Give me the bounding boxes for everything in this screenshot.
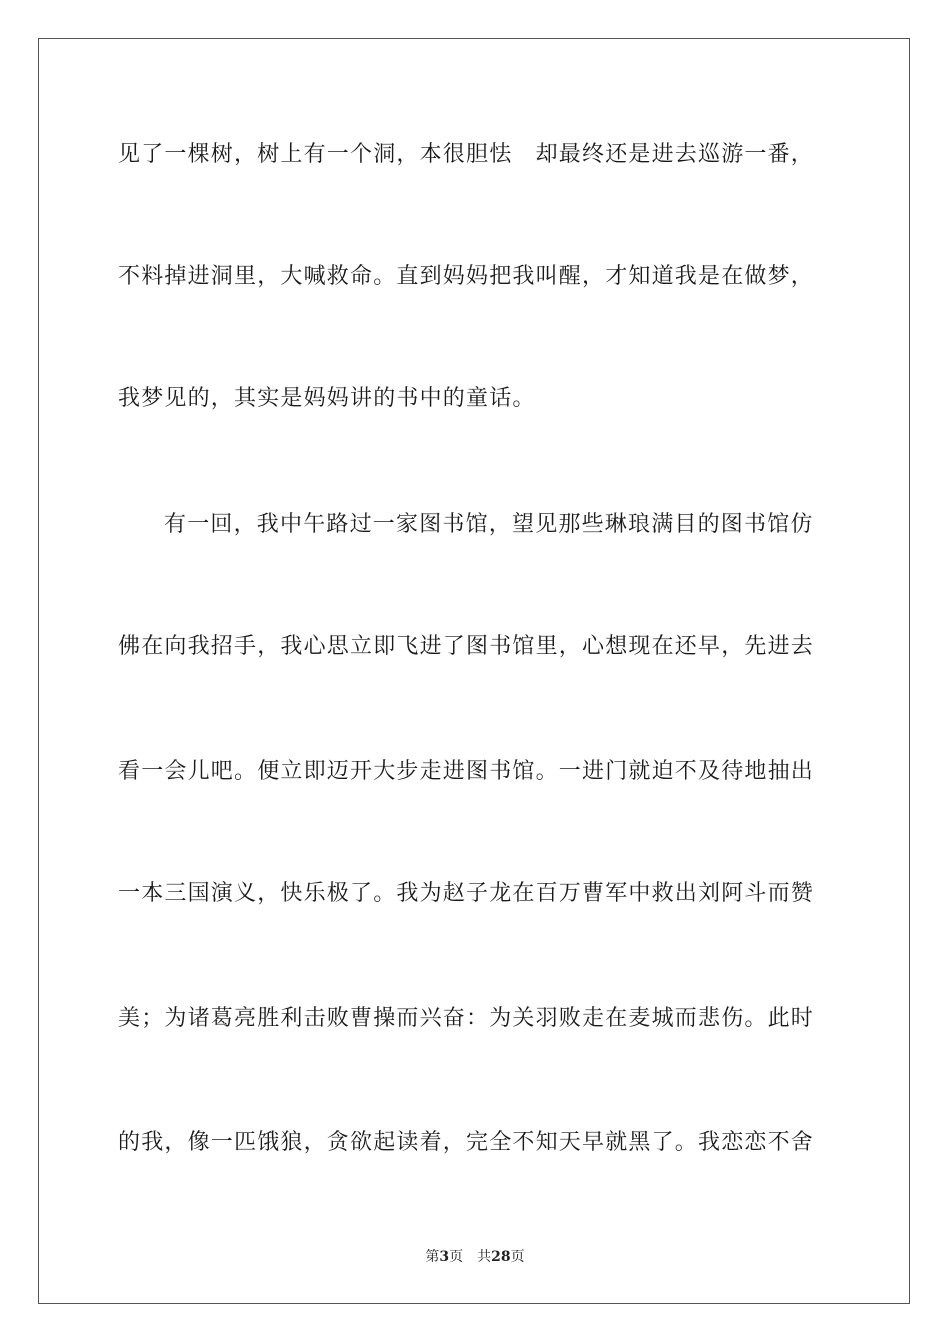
text-line-3: 我梦见的，其实是妈妈讲的书中的童话。	[118, 386, 536, 411]
page-number: 3	[439, 1249, 450, 1265]
total-suffix: 页	[510, 1249, 525, 1265]
text-line-4: 有一回，我中午路过一家图书馆，望见那些琳琅满目的图书馆仿	[164, 512, 814, 537]
text-line-9: 的我，像一匹饿狼，贪欲起读着，完全不知天早就黑了。我恋恋不舍	[118, 1130, 815, 1155]
text-line-8: 美；为诸葛亮胜利击败曹操而兴奋：为关羽败走在麦城而悲伤。此时	[118, 1006, 815, 1031]
text-line-1: 见了一棵树，树上有一个洞，本很胆怯 却最终还是进去巡游一番，	[118, 142, 815, 167]
page-prefix: 第	[425, 1249, 440, 1265]
total-prefix: 共	[477, 1249, 492, 1265]
page-footer	[0, 1248, 950, 1266]
page-border	[38, 38, 910, 1304]
text-line-2: 不料掉进洞里，大喊救命。直到妈妈把我叫醒，才知道我是在做梦，	[118, 264, 815, 289]
page-suffix: 页	[449, 1249, 464, 1265]
text-line-7: 一本三国演义，快乐极了。我为赵子龙在百万曹军中救出刘阿斗而赞	[118, 881, 815, 906]
text-line-6: 看一会儿吧。便立即迈开大步走进图书馆。一进门就迫不及待地抽出	[118, 759, 815, 784]
total-pages: 28	[491, 1249, 511, 1265]
text-line-5: 佛在向我招手，我心思立即飞进了图书馆里，心想现在还早，先进去	[118, 634, 815, 659]
